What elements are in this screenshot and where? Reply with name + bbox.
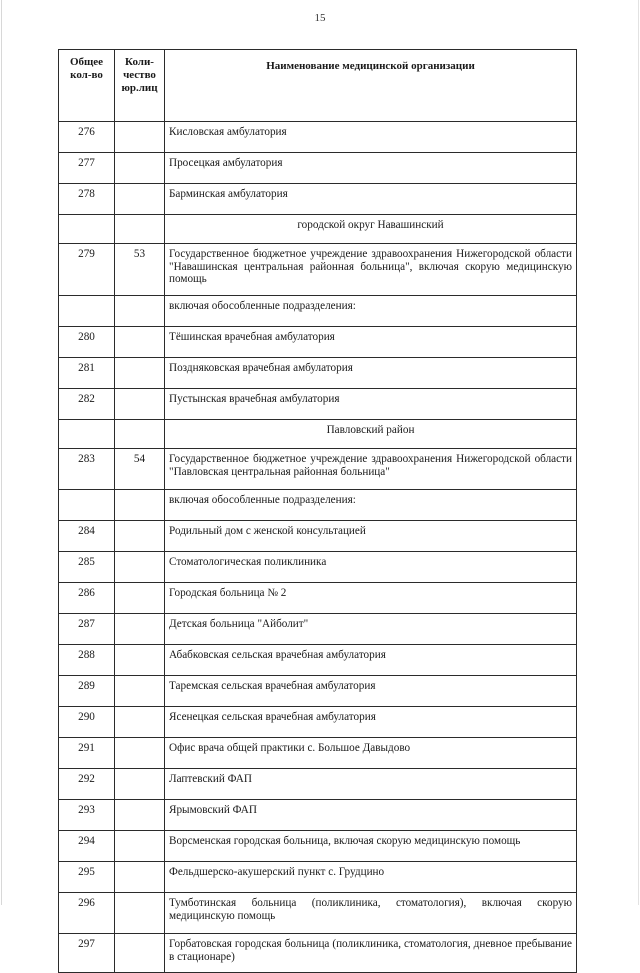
table-row: [59, 831, 577, 862]
table-row: [59, 358, 577, 389]
row-number: 289: [59, 676, 115, 707]
organization-name: Тёшинская врачебная амбулатория: [165, 327, 577, 358]
empty-cell: [59, 215, 115, 244]
organization-name: Абабковская сельская врачебная амбулатория: [165, 645, 577, 676]
legal-entity-count: [115, 583, 165, 614]
organization-name: Просецкая амбулатория: [165, 153, 577, 184]
legal-entity-count: [115, 389, 165, 420]
table-row: [59, 800, 577, 831]
subdivision-note: включая обособленные подразделения:: [165, 490, 577, 521]
table-row: [59, 521, 577, 552]
page-number: 15: [314, 12, 326, 24]
organization-name: Лаптевский ФАП: [165, 769, 577, 800]
organization-name: Тумботинская больница (поликлиника, стоматология), включая скорую медицинскую помощь: [165, 893, 577, 934]
table-row: [59, 645, 577, 676]
legal-entity-count: 54: [115, 449, 165, 490]
legal-entity-count: [115, 800, 165, 831]
scan-edge-right: [638, 0, 639, 905]
row-number: 286: [59, 583, 115, 614]
table-row: [59, 934, 577, 973]
organization-name: Ярымовский ФАП: [165, 800, 577, 831]
subdivision-note: включая обособленные подразделения:: [165, 296, 577, 327]
section-title: Павловский район: [165, 420, 577, 449]
table-row: [59, 769, 577, 800]
empty-cell: [115, 215, 165, 244]
row-number: 290: [59, 707, 115, 738]
organization-name: Городская больница № 2: [165, 583, 577, 614]
row-number: 285: [59, 552, 115, 583]
legal-entity-count: 53: [115, 244, 165, 296]
legal-entity-count: [115, 934, 165, 973]
section-title: городской округ Навашинский: [165, 215, 577, 244]
table-row: [59, 676, 577, 707]
table-row: [59, 893, 577, 934]
row-number: 282: [59, 389, 115, 420]
table-row: [59, 707, 577, 738]
organization-name: Родильный дом с женской консультацией: [165, 521, 577, 552]
note-row: [59, 490, 577, 521]
legal-entity-count: [115, 831, 165, 862]
empty-cell: [115, 296, 165, 327]
row-number: 296: [59, 893, 115, 934]
organization-name: Таремская сельская врачебная амбулатория: [165, 676, 577, 707]
table-row: [59, 614, 577, 645]
row-number: 278: [59, 184, 115, 215]
table-body: [59, 122, 577, 973]
organization-name: Поздняковская врачебная амбулатория: [165, 358, 577, 389]
table-row: [59, 738, 577, 769]
organization-name: Ворсменская городская больница, включая скорую медицинскую помощь: [165, 831, 577, 862]
legal-entity-count: [115, 769, 165, 800]
row-number: 276: [59, 122, 115, 153]
row-number: 292: [59, 769, 115, 800]
table-row: [59, 327, 577, 358]
legal-entity-count: [115, 153, 165, 184]
table-row: [59, 153, 577, 184]
organization-name: Барминская амбулатория: [165, 184, 577, 215]
row-number: 280: [59, 327, 115, 358]
legal-entity-count: [115, 521, 165, 552]
row-number: 291: [59, 738, 115, 769]
legal-entity-count: [115, 707, 165, 738]
empty-cell: [59, 420, 115, 449]
scan-edge-left: [1, 0, 2, 905]
table-row: [59, 583, 577, 614]
legal-entity-count: [115, 738, 165, 769]
row-number: 279: [59, 244, 115, 296]
row-number: 297: [59, 934, 115, 973]
row-number: 293: [59, 800, 115, 831]
organization-name: Кисловская амбулатория: [165, 122, 577, 153]
organization-name: Пустынская врачебная амбулатория: [165, 389, 577, 420]
row-number: 295: [59, 862, 115, 893]
row-number: 284: [59, 521, 115, 552]
organization-name: Офис врача общей практики с. Большое Давыдово: [165, 738, 577, 769]
legal-entity-count: [115, 614, 165, 645]
note-row: [59, 296, 577, 327]
organization-name: Ясенецкая сельская врачебная амбулатория: [165, 707, 577, 738]
row-number: 287: [59, 614, 115, 645]
table-row: [59, 122, 577, 153]
legal-entity-count: [115, 552, 165, 583]
legal-entity-count: [115, 122, 165, 153]
empty-cell: [59, 296, 115, 327]
organization-name: Детская больница "Айболит": [165, 614, 577, 645]
header-name: Наименование медицинской организации: [165, 50, 577, 122]
section-row: [59, 420, 577, 449]
legal-entity-count: [115, 676, 165, 707]
organization-name: Стоматологическая поликлиника: [165, 552, 577, 583]
row-number: 294: [59, 831, 115, 862]
organization-name: Фельдшерско-акушерский пункт с. Грудцино: [165, 862, 577, 893]
table-row: [59, 389, 577, 420]
row-number: 277: [59, 153, 115, 184]
legal-entity-count: [115, 184, 165, 215]
legal-entity-count: [115, 893, 165, 934]
header-total: Общее кол-во: [59, 50, 115, 122]
empty-cell: [115, 490, 165, 521]
medical-organizations-table: [58, 49, 577, 973]
organization-name: Горбатовская городская больница (поликлиника, стоматология, дневное пребывание в стационаре): [165, 934, 577, 973]
empty-cell: [59, 490, 115, 521]
row-number: 281: [59, 358, 115, 389]
table-row: [59, 449, 577, 490]
row-number: 283: [59, 449, 115, 490]
section-row: [59, 215, 577, 244]
table-row: [59, 552, 577, 583]
legal-entity-count: [115, 862, 165, 893]
row-number: 288: [59, 645, 115, 676]
legal-entity-count: [115, 327, 165, 358]
organization-name: Государственное бюджетное учреждение здравоохранения Нижегородской области "Павловская центральная районная больница": [165, 449, 577, 490]
table-header-row: [59, 50, 577, 122]
legal-entity-count: [115, 645, 165, 676]
empty-cell: [115, 420, 165, 449]
organization-name: Государственное бюджетное учреждение здравоохранения Нижегородской области "Навашинская центральная районная больница", включая скорую медицинскую помощь: [165, 244, 577, 296]
table-row: [59, 244, 577, 296]
table-row: [59, 184, 577, 215]
table-row: [59, 862, 577, 893]
header-count: Коли-чество юр.лиц: [115, 50, 165, 122]
legal-entity-count: [115, 358, 165, 389]
